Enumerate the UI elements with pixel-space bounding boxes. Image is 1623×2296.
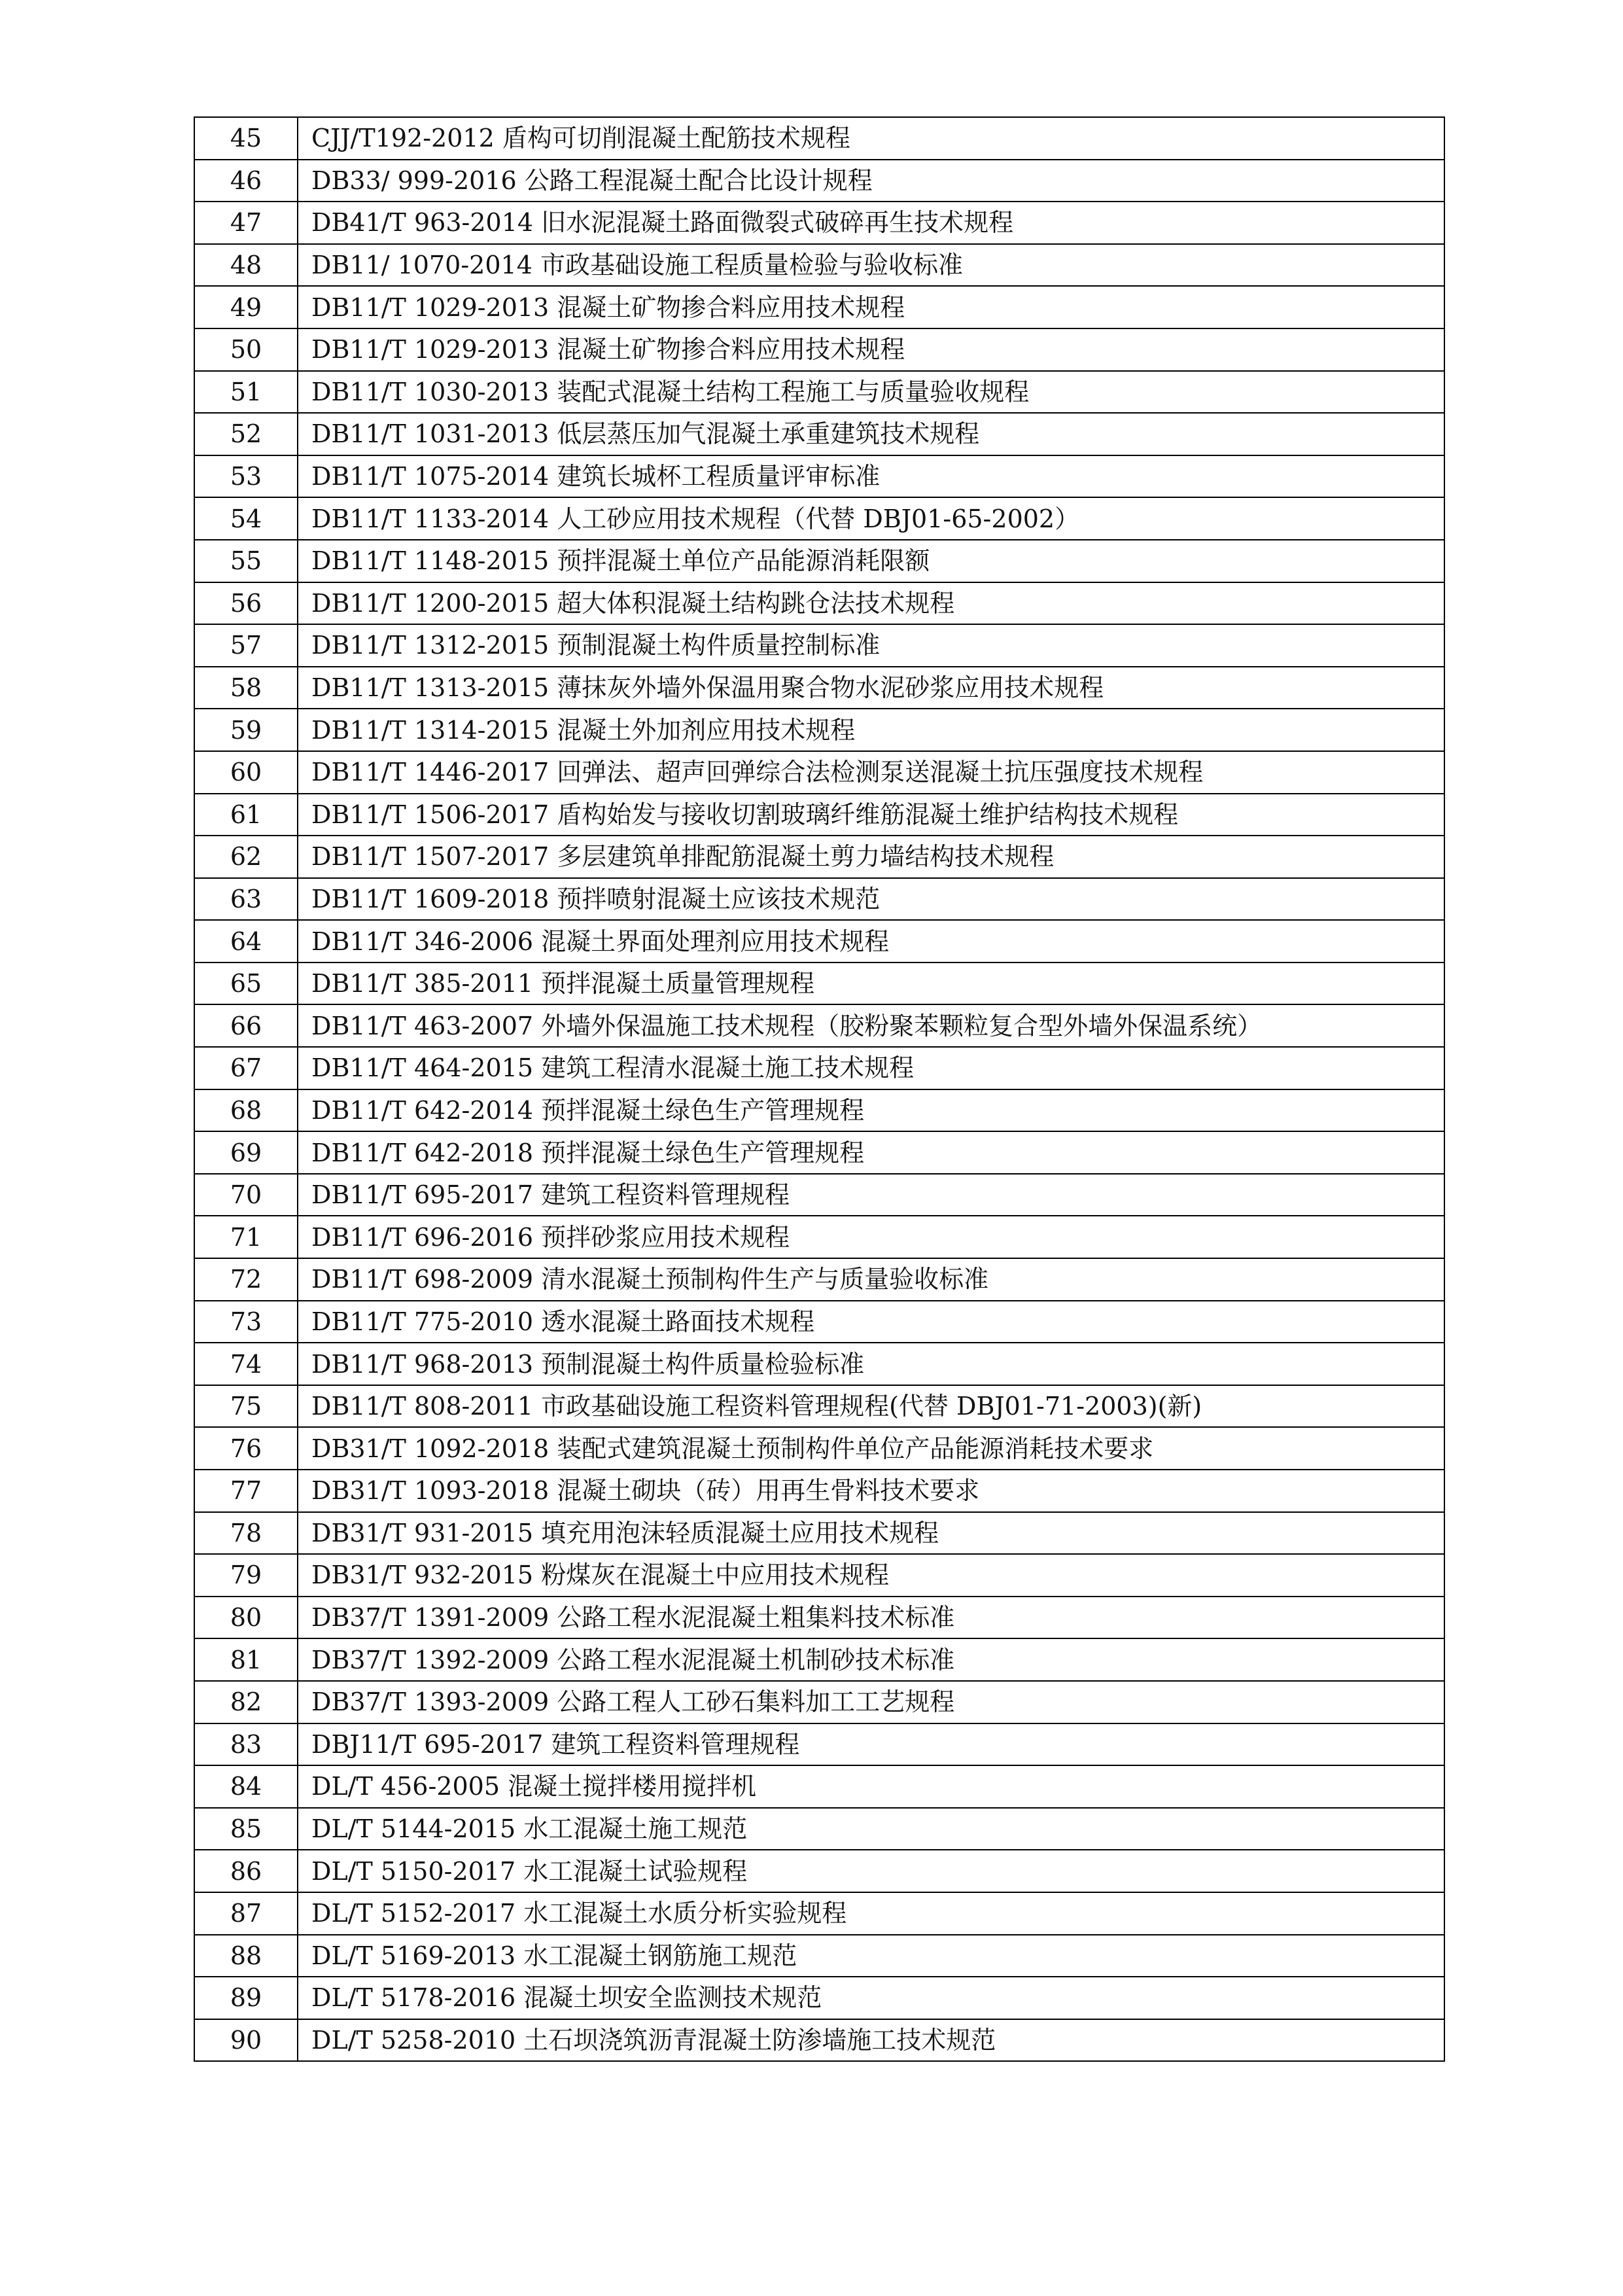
row-number: 67 [194, 1047, 298, 1089]
standard-title: DB11/T 1200-2015 超大体积混凝土结构跳仓法技术规程 [298, 582, 1444, 625]
table-row [194, 1765, 1444, 1808]
table-row [194, 1597, 1444, 1639]
row-number: 74 [194, 1343, 298, 1385]
row-number: 59 [194, 709, 298, 751]
table-row [194, 1723, 1444, 1766]
standards-table-body [194, 117, 1444, 2061]
table-row [194, 794, 1444, 836]
row-number: 49 [194, 286, 298, 328]
table-row [194, 751, 1444, 794]
row-number: 72 [194, 1258, 298, 1301]
table-row [194, 920, 1444, 963]
standard-title: DB11/T 1314-2015 混凝土外加剂应用技术规程 [298, 709, 1444, 751]
row-number: 61 [194, 794, 298, 836]
table-row [194, 878, 1444, 921]
row-number: 68 [194, 1089, 298, 1132]
table-row [194, 1977, 1444, 2019]
standard-title: DL/T 5150-2017 水工混凝土试验规程 [298, 1850, 1444, 1892]
row-number: 46 [194, 160, 298, 202]
row-number: 88 [194, 1935, 298, 1977]
table-row [194, 1216, 1444, 1258]
row-number: 60 [194, 751, 298, 794]
row-number: 51 [194, 371, 298, 414]
row-number: 47 [194, 202, 298, 244]
row-number: 81 [194, 1638, 298, 1681]
row-number: 75 [194, 1385, 298, 1428]
standard-title: DB11/T 808-2011 市政基础设施工程资料管理规程(代替 DBJ01-71-2003)(新) [298, 1385, 1444, 1428]
standard-title: DB11/T 346-2006 混凝土界面处理剂应用技术规程 [298, 920, 1444, 963]
standard-title: DB37/T 1393-2009 公路工程人工砂石集料加工工艺规程 [298, 1681, 1444, 1723]
standard-title: DB37/T 1392-2009 公路工程水泥混凝土机制砂技术标准 [298, 1638, 1444, 1681]
row-number: 90 [194, 2019, 298, 2062]
row-number: 58 [194, 667, 298, 709]
table-row [194, 371, 1444, 414]
standard-title: DL/T 5258-2010 土石坝浇筑沥青混凝土防渗墙施工技术规范 [298, 2019, 1444, 2062]
table-row [194, 413, 1444, 455]
row-number: 57 [194, 624, 298, 667]
row-number: 53 [194, 455, 298, 498]
row-number: 65 [194, 963, 298, 1005]
standard-title: DB11/T 968-2013 预制混凝土构件质量检验标准 [298, 1343, 1444, 1385]
standard-title: DB11/T 1029-2013 混凝土矿物掺合料应用技术规程 [298, 286, 1444, 328]
table-row [194, 455, 1444, 498]
table-row [194, 160, 1444, 202]
standard-title: DB31/T 1093-2018 混凝土砌块（砖）用再生骨料技术要求 [298, 1470, 1444, 1512]
standard-title: DB11/T 1030-2013 装配式混凝土结构工程施工与质量验收规程 [298, 371, 1444, 414]
row-number: 86 [194, 1850, 298, 1892]
row-number: 55 [194, 540, 298, 582]
standards-table [194, 116, 1445, 2062]
standard-title: DL/T 5169-2013 水工混凝土钢筋施工规范 [298, 1935, 1444, 1977]
standard-title: DB11/T 1313-2015 薄抹灰外墙外保温用聚合物水泥砂浆应用技术规程 [298, 667, 1444, 709]
standard-title: DB11/ 1070-2014 市政基础设施工程质量检验与验收标准 [298, 244, 1444, 287]
row-number: 48 [194, 244, 298, 287]
table-row [194, 1047, 1444, 1089]
standard-title: DB11/T 385-2011 预拌混凝土质量管理规程 [298, 963, 1444, 1005]
standard-title: CJJ/T192-2012 盾构可切削混凝土配筋技术规程 [298, 117, 1444, 160]
table-row [194, 667, 1444, 709]
row-number: 64 [194, 920, 298, 963]
standard-title: DB11/T 1506-2017 盾构始发与接收切割玻璃纤维筋混凝土维护结构技术规程 [298, 794, 1444, 836]
row-number: 56 [194, 582, 298, 625]
row-number: 87 [194, 1892, 298, 1935]
row-number: 83 [194, 1723, 298, 1766]
standard-title: DB11/T 1312-2015 预制混凝土构件质量控制标准 [298, 624, 1444, 667]
table-row [194, 1301, 1444, 1343]
row-number: 62 [194, 836, 298, 878]
table-row [194, 1385, 1444, 1428]
row-number: 52 [194, 413, 298, 455]
standard-title: DL/T 456-2005 混凝土搅拌楼用搅拌机 [298, 1765, 1444, 1808]
table-row [194, 1004, 1444, 1047]
standard-title: DL/T 5144-2015 水工混凝土施工规范 [298, 1808, 1444, 1850]
standard-title: DB11/T 463-2007 外墙外保温施工技术规程（胶粉聚苯颗粒复合型外墙外保温系统） [298, 1004, 1444, 1047]
row-number: 80 [194, 1597, 298, 1639]
table-row [194, 1258, 1444, 1301]
standard-title: DB11/T 464-2015 建筑工程清水混凝土施工技术规程 [298, 1047, 1444, 1089]
standard-title: DB11/T 775-2010 透水混凝土路面技术规程 [298, 1301, 1444, 1343]
standard-title: DBJ11/T 695-2017 建筑工程资料管理规程 [298, 1723, 1444, 1766]
table-row [194, 624, 1444, 667]
row-number: 71 [194, 1216, 298, 1258]
table-row [194, 1681, 1444, 1723]
row-number: 73 [194, 1301, 298, 1343]
row-number: 77 [194, 1470, 298, 1512]
table-row [194, 963, 1444, 1005]
standard-title: DB11/T 1609-2018 预拌喷射混凝土应该技术规范 [298, 878, 1444, 921]
standard-title: DB11/T 696-2016 预拌砂浆应用技术规程 [298, 1216, 1444, 1258]
table-row [194, 244, 1444, 287]
row-number: 66 [194, 1004, 298, 1047]
table-row [194, 1638, 1444, 1681]
standard-title: DB11/T 698-2009 清水混凝土预制构件生产与质量验收标准 [298, 1258, 1444, 1301]
standard-title: DB11/T 1031-2013 低层蒸压加气混凝土承重建筑技术规程 [298, 413, 1444, 455]
table-row [194, 1174, 1444, 1216]
standard-title: DB31/T 931-2015 填充用泡沫轻质混凝土应用技术规程 [298, 1512, 1444, 1555]
table-row [194, 709, 1444, 751]
standard-title: DB11/T 1075-2014 建筑长城杯工程质量评审标准 [298, 455, 1444, 498]
standard-title: DB41/T 963-2014 旧水泥混凝土路面微裂式破碎再生技术规程 [298, 202, 1444, 244]
standard-title: DB11/T 1029-2013 混凝土矿物掺合料应用技术规程 [298, 328, 1444, 371]
table-row [194, 1089, 1444, 1132]
row-number: 50 [194, 328, 298, 371]
row-number: 45 [194, 117, 298, 160]
standard-title: DL/T 5178-2016 混凝土坝安全监测技术规范 [298, 1977, 1444, 2019]
table-row [194, 1470, 1444, 1512]
row-number: 82 [194, 1681, 298, 1723]
table-row [194, 202, 1444, 244]
standard-title: DB31/T 932-2015 粉煤灰在混凝土中应用技术规程 [298, 1554, 1444, 1597]
table-row [194, 2019, 1444, 2062]
standard-title: DB11/T 1507-2017 多层建筑单排配筋混凝土剪力墙结构技术规程 [298, 836, 1444, 878]
standard-title: DL/T 5152-2017 水工混凝土水质分析实验规程 [298, 1892, 1444, 1935]
row-number: 76 [194, 1427, 298, 1470]
standard-title: DB11/T 1133-2014 人工砂应用技术规程（代替 DBJ01-65-2002） [298, 497, 1444, 540]
row-number: 85 [194, 1808, 298, 1850]
table-row [194, 540, 1444, 582]
standard-title: DB31/T 1092-2018 装配式建筑混凝土预制构件单位产品能源消耗技术要求 [298, 1427, 1444, 1470]
table-row [194, 1808, 1444, 1850]
standard-title: DB37/T 1391-2009 公路工程水泥混凝土粗集料技术标准 [298, 1597, 1444, 1639]
row-number: 69 [194, 1131, 298, 1174]
table-row [194, 582, 1444, 625]
standard-title: DB11/T 642-2014 预拌混凝土绿色生产管理规程 [298, 1089, 1444, 1132]
table-row [194, 1892, 1444, 1935]
table-row [194, 1512, 1444, 1555]
table-row [194, 1850, 1444, 1892]
table-row [194, 836, 1444, 878]
row-number: 78 [194, 1512, 298, 1555]
table-row [194, 117, 1444, 160]
standard-title: DB11/T 695-2017 建筑工程资料管理规程 [298, 1174, 1444, 1216]
row-number: 63 [194, 878, 298, 921]
standard-title: DB11/T 1446-2017 回弹法、超声回弹综合法检测泵送混凝土抗压强度技术规程 [298, 751, 1444, 794]
row-number: 54 [194, 497, 298, 540]
table-row [194, 1343, 1444, 1385]
row-number: 89 [194, 1977, 298, 2019]
table-row [194, 328, 1444, 371]
table-row [194, 1427, 1444, 1470]
row-number: 79 [194, 1554, 298, 1597]
table-row [194, 286, 1444, 328]
row-number: 84 [194, 1765, 298, 1808]
standard-title: DB11/T 642-2018 预拌混凝土绿色生产管理规程 [298, 1131, 1444, 1174]
standard-title: DB33/ 999-2016 公路工程混凝土配合比设计规程 [298, 160, 1444, 202]
standard-title: DB11/T 1148-2015 预拌混凝土单位产品能源消耗限额 [298, 540, 1444, 582]
table-row [194, 1131, 1444, 1174]
row-number: 70 [194, 1174, 298, 1216]
table-row [194, 1935, 1444, 1977]
table-row [194, 497, 1444, 540]
table-row [194, 1554, 1444, 1597]
